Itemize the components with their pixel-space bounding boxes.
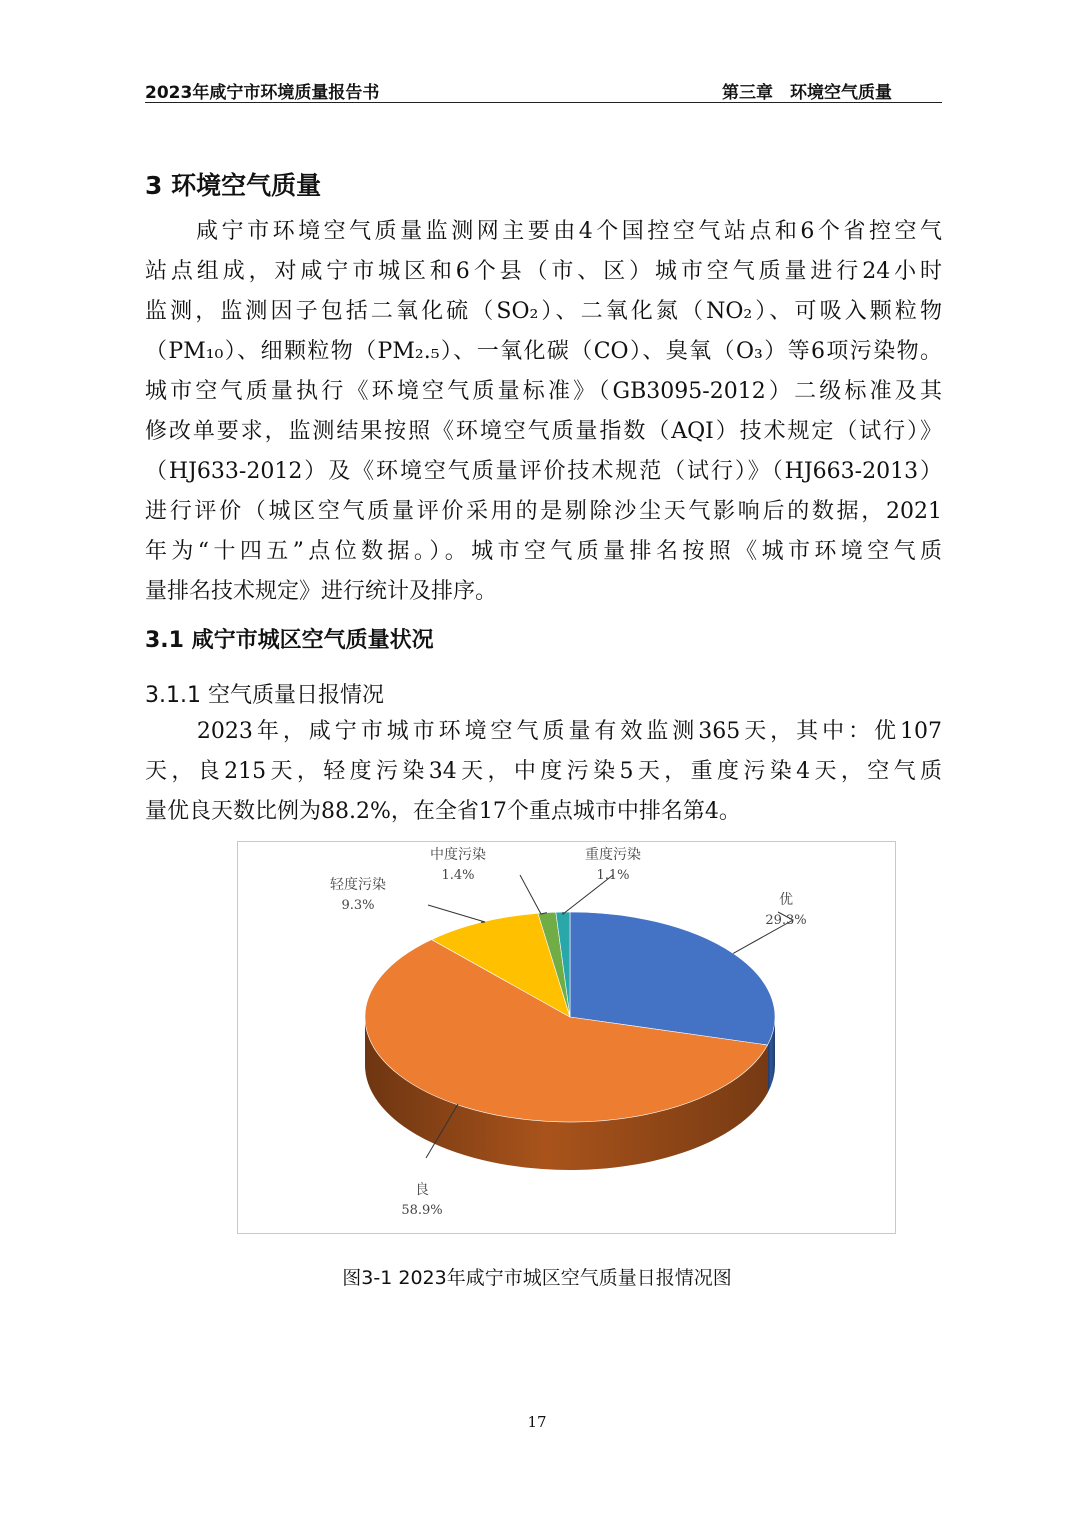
intro-line: 咸宁市环境空气质量监测网主要由4个国控空气站点和6个省控空气 [145, 219, 942, 244]
header-report-title: 2023年咸宁市环境质量报告书 [145, 83, 380, 103]
subsection-title: 3.1 咸宁市城区空气质量状况 [145, 628, 434, 653]
pie-value-label: 9.3% [341, 898, 375, 913]
daily-report-line: 量优良天数比例为88.2%，在全省17个重点城市中排名第4。 [145, 799, 741, 824]
intro-line: 监测，监测因子包括二氧化硫（SO₂）、二氧化氮（NO₂）、可吸入颗粒物 [145, 299, 942, 324]
daily-report-paragraph [145, 712, 942, 832]
intro-line: （HJ633-2012）及《环境空气质量评价技术规范（试行）》（HJ663-2013） [145, 459, 942, 484]
intro-line: 量排名技术规定》进行统计及排序。 [145, 579, 498, 604]
page-header [145, 76, 942, 103]
figure-caption: 图3-1 2023年咸宁市城区空气质量日报情况图 [342, 1267, 732, 1289]
sub-subsection-title: 3.1.1 空气质量日报情况 [145, 683, 384, 708]
pie-value-label: 1.4% [441, 868, 475, 883]
pie-chart [238, 842, 894, 1232]
intro-line: 年为“十四五”点位数据。）。城市空气质量排名按照《城市环境空气质 [145, 539, 942, 564]
pie-category-label: 优 [779, 892, 793, 908]
intro-line: 站点组成，对咸宁市城区和6个县（市、区）城市空气质量进行24小时 [145, 259, 942, 284]
pie-value-label: 58.9% [401, 1203, 443, 1218]
pie-category-label: 轻度污染 [330, 877, 386, 893]
section-title: 3 环境空气质量 [145, 171, 322, 200]
pie-category-label: 良 [415, 1182, 429, 1198]
header-chapter-title: 第三章 环境空气质量 [722, 83, 892, 103]
intro-line: 城市空气质量执行《环境空气质量标准》（GB3095-2012）二级标准及其 [145, 379, 942, 404]
intro-line: 修改单要求，监测结果按照《环境空气质量指数（AQI）技术规定（试行）》 [145, 419, 942, 444]
intro-line: （PM₁₀）、细颗粒物（PM₂.₅）、一氧化碳（CO）、臭氧（O₃）等6项污染物。 [145, 339, 942, 364]
pie-category-label: 重度污染 [585, 847, 641, 863]
pie-category-label: 中度污染 [430, 847, 486, 863]
pie-value-label: 29.3% [765, 913, 807, 928]
pie-value-label: 1.1% [596, 868, 630, 883]
pie-leader-line [428, 905, 485, 922]
daily-report-line: 天，良215天，轻度污染34天，中度污染5天，重度污染4天，空气质 [145, 759, 942, 784]
page-number: 17 [527, 1413, 547, 1431]
intro-line: 进行评价（城区空气质量评价采用的是剔除沙尘天气影响后的数据，2021 [145, 499, 942, 524]
intro-paragraph [145, 212, 942, 612]
chart-frame [237, 841, 896, 1234]
pie-leader-line [520, 875, 547, 914]
daily-report-line: 2023年，咸宁市城市环境空气质量有效监测365天，其中：优107 [145, 719, 942, 744]
